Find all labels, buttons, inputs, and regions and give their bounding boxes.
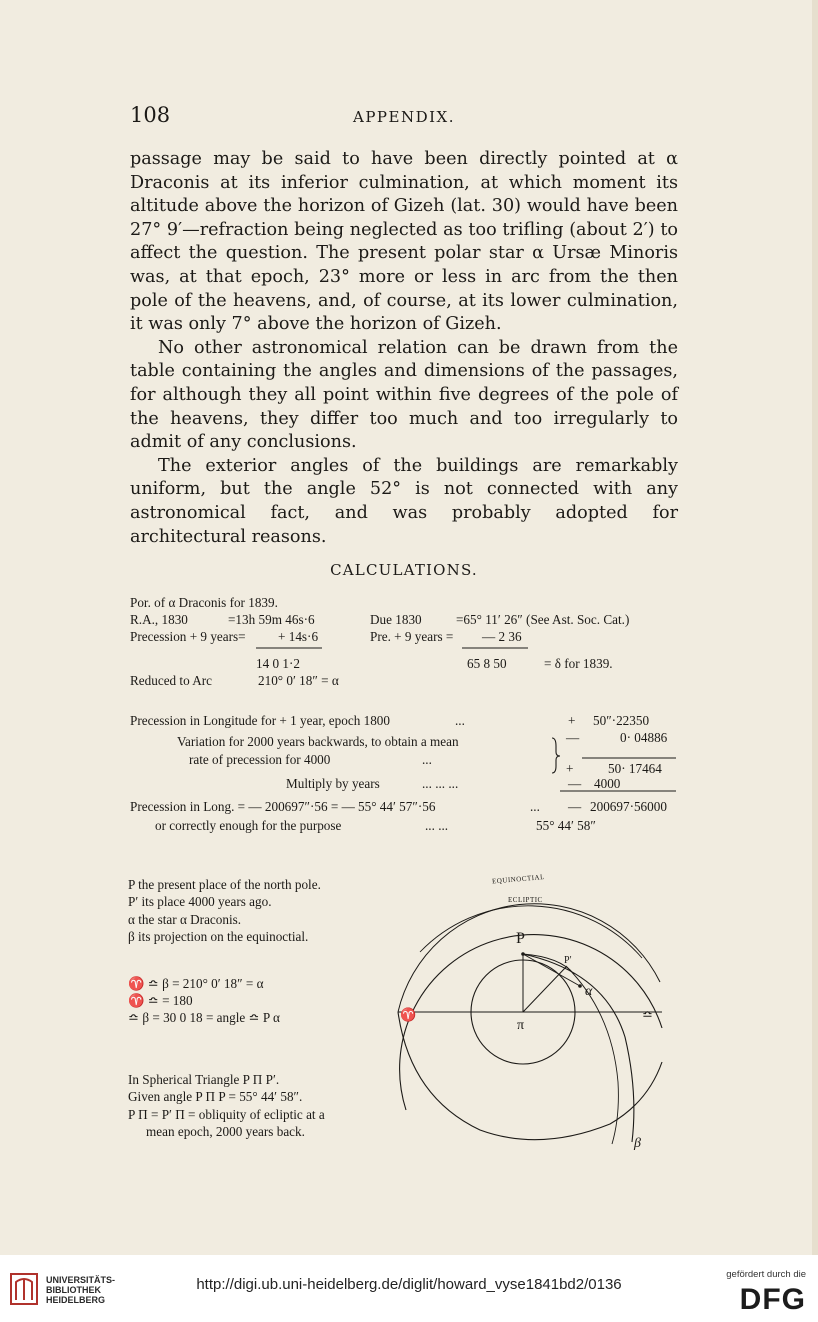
long-value: 50″·22350 xyxy=(593,713,650,728)
legend-line: P′ its place 4000 years ago. xyxy=(128,894,272,910)
ra-label: R.A., 1830 xyxy=(130,612,188,627)
pre9-label: Pre. + 9 years = xyxy=(370,629,454,644)
triangle-line: Given angle P Π P = 55° 44′ 58″. xyxy=(128,1089,303,1105)
page-number: 108 xyxy=(130,103,171,127)
due-result: = δ for 1839. xyxy=(544,656,613,671)
funded-by-text: gefördert durch die xyxy=(726,1269,806,1280)
uni-line: HEIDELBERG xyxy=(46,1295,106,1305)
footer-bar xyxy=(0,1255,818,1322)
triangle-line: P Π = P′ Π = obliquity of ecliptic at a xyxy=(128,1106,325,1122)
long-label: Precession in Longitude for + 1 year, epoch 1800 xyxy=(130,713,390,728)
prec-long-sign: — xyxy=(568,799,582,814)
long-dots: ... xyxy=(455,713,465,728)
libra-label: ≏ xyxy=(642,1007,653,1022)
correct-dots: ... ... xyxy=(425,818,449,833)
brace xyxy=(552,738,560,773)
beta-label: β xyxy=(634,1136,641,1151)
pre9-value: — 2 36 xyxy=(482,629,522,644)
celestial-diagram xyxy=(380,862,680,1152)
diagram-legend xyxy=(128,876,378,946)
equation-line: ♈ ≏ = 180 xyxy=(128,993,193,1009)
multiply-sign: — xyxy=(568,776,582,791)
prec-long-label: Precession in Long. = — 200697″·56 = — 55° 44′ 57″·56 xyxy=(130,799,436,814)
legend-triangle xyxy=(128,1071,378,1141)
aries-label: ♈ xyxy=(400,1007,417,1022)
reduced-value: 210° 0′ 18″ = α xyxy=(258,673,339,688)
due-value: =65° 11′ 26″ (See Ast. Soc. Cat.) xyxy=(456,612,630,627)
variation-dots: ... xyxy=(422,752,432,767)
permalink-url[interactable]: http://digi.ub.uni-heidelberg.de/diglit/howard_vyse1841bd2/0136 xyxy=(196,1276,622,1293)
ecliptic-label: ECLIPTIC xyxy=(508,896,543,904)
pi-label: π xyxy=(517,1018,525,1033)
pole-point xyxy=(521,952,525,956)
lower-arc xyxy=(398,1012,662,1140)
por-line: Por. of α Draconis for 1839. xyxy=(130,595,278,610)
legend-line: α the star α Draconis. xyxy=(128,911,242,927)
paragraph: passage may be said to have been directly pointed at α Draconis at its inferior culmination, at which moment its altitude above the horizon of Gizeh (lat. 30) would have been 27° 9′—refraction being neglected as too trifling (about 2′) to affect the question. The present polar star α Ursæ Minoris was, at that epoch, 23° more or less in arc from the then pole of the heavens, and, of course, at its lower culmination, it was only 7° above the horizon of Gizeh. xyxy=(130,149,678,335)
ra-sum: 14 0 1·2 xyxy=(256,656,300,671)
variation-label-2: rate of precession for 4000 xyxy=(189,752,331,767)
prec9-value: + 14s·6 xyxy=(278,629,319,644)
correct-value: 55° 44′ 58″ xyxy=(536,818,596,833)
reduced-label: Reduced to Arc xyxy=(130,673,213,688)
ra-value: =13h 59m 46s·6 xyxy=(228,612,315,627)
uni-line: UNIVERSITÄTS- xyxy=(46,1275,116,1285)
variation-sign-1: — xyxy=(566,730,580,745)
pole-label: P xyxy=(516,930,525,947)
multiply-dots: ... ... ... xyxy=(422,776,459,791)
due-label: Due 1830 xyxy=(370,612,422,627)
triangle-line: mean epoch, 2000 years back. xyxy=(146,1124,305,1140)
paragraph: No other astronomical relation can be drawn from the table containing the angles and dimensions of the passages, for although they all point within five degrees of the pole of the heavens, they differ too much and too irregularly to admit of any conclusions. xyxy=(130,337,678,453)
multiply-value: 4000 xyxy=(594,776,621,791)
prec-long-dots: ... xyxy=(530,799,540,814)
triangle-side xyxy=(523,967,566,1012)
dfg-logo: DFG xyxy=(739,1283,806,1316)
long-sign: + xyxy=(568,713,576,728)
alpha-point xyxy=(578,984,582,988)
prec9-label: Precession + 9 years= xyxy=(130,629,246,644)
legend-line: P the present place of the north pole. xyxy=(128,877,321,892)
due-sum: 65 8 50 xyxy=(467,656,507,671)
equation-line: ≏ β = 30 0 18 = angle ≏ P α xyxy=(128,1010,280,1026)
variation-sign-2: + xyxy=(566,761,574,776)
pole-prime-label: P′ xyxy=(564,955,572,966)
ecliptic-arc xyxy=(420,906,642,958)
variation-value-2: 50· 17464 xyxy=(608,761,662,776)
correct-label: or correctly enough for the purpose xyxy=(155,818,342,833)
alpha-label: α xyxy=(585,984,593,999)
uni-line: BIBLIOTHEK xyxy=(46,1285,101,1295)
prec-long-value: 200697·56000 xyxy=(590,799,667,814)
legend-line: β its projection on the equinoctial. xyxy=(128,929,309,945)
variation-label-1: Variation for 2000 years backwards, to obtain a mean xyxy=(177,734,459,749)
variation-value-1: 0· 04886 xyxy=(620,730,668,745)
legend-equations xyxy=(128,975,378,1027)
paragraph: The exterior angles of the buildings are remarkably uniform, but the angle 52° is not connected with any astronomical fact, and was probably adopted for architectural reasons. xyxy=(130,455,678,547)
calculations-title: CALCULATIONS. xyxy=(330,561,478,579)
equinoctial-label: EQUINOCTIAL xyxy=(491,872,546,886)
equation-line: ♈ ≏ β = 210° 0′ 18″ = α xyxy=(128,976,264,991)
triangle-line: In Spherical Triangle P Π P′. xyxy=(128,1072,280,1087)
running-head: APPENDIX. xyxy=(353,108,455,126)
multiply-label: Multiply by years xyxy=(286,776,380,791)
